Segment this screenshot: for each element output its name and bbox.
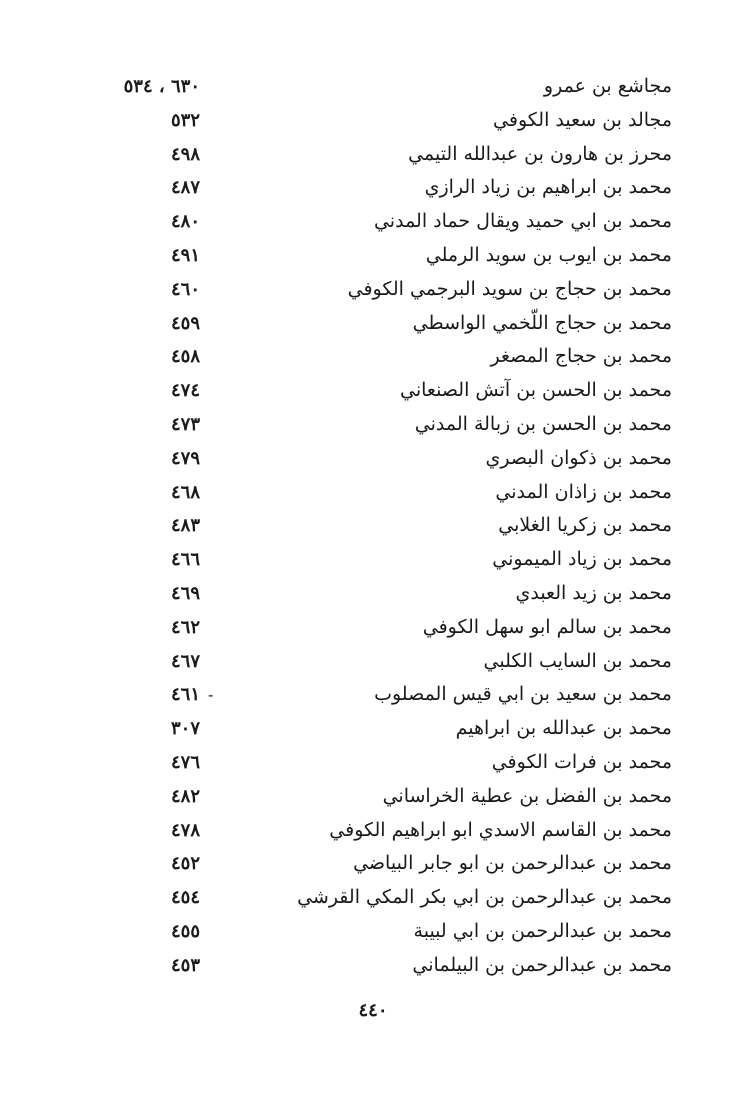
entry-name: مجالد بن سعيد الكوفي	[493, 108, 672, 131]
index-row	[100, 881, 672, 915]
entry-name: محمد بن السايب الكلبي	[483, 649, 672, 672]
entry-name: محمد بن زياد الميموني	[492, 548, 672, 571]
index-row	[100, 746, 672, 780]
entry-name: محمد بن حجاج اللّخمي الواسطي	[412, 311, 672, 334]
entry-name: محمد بن القاسم الاسدي ابو ابراهيم الكوفي	[329, 818, 672, 841]
index-row	[100, 611, 672, 645]
entry-page-ref: ٤٦٦	[170, 549, 200, 571]
entry-page-ref: ٤٦٧	[170, 650, 200, 672]
entry-page-ref: ٤٥٩	[170, 312, 200, 334]
entry-page-ref: ٦٣٠ ، ٥٣٤	[123, 76, 200, 97]
entry-page-ref: ٤٧٤	[170, 380, 200, 402]
index-row	[100, 915, 672, 949]
entry-name: مجاشع بن عمرو	[543, 75, 672, 97]
index-row	[100, 678, 672, 712]
entry-page-ref: ٥٣٢	[170, 109, 200, 131]
entry-page-ref: ٤٦٩	[170, 582, 200, 604]
entry-name: محمد بن ذكوان البصري	[485, 446, 672, 469]
entry-page-ref: ٤٨٧	[170, 177, 200, 199]
index-row	[100, 509, 672, 543]
entry-name: محمد بن عبدالرحمن بن ابي لبيبة	[413, 919, 672, 942]
entry-name: محمد بن سعيد بن ابي قيس المصلوب	[374, 683, 672, 706]
index-list	[100, 70, 672, 983]
entry-name: محمد بن ابي حميد ويقال حماد المدني	[373, 210, 672, 233]
entry-name: محمد بن حجاج المصغر	[490, 345, 672, 368]
margin-dash-mark: -	[208, 685, 214, 705]
entry-page-ref: ٤٧٩	[170, 447, 200, 469]
entry-name: محمد بن الحسن بن آتش الصنعاني	[400, 379, 672, 402]
entry-page-ref: ٤٥٥	[170, 920, 200, 942]
index-row	[100, 712, 672, 746]
index-row	[100, 70, 672, 104]
entry-page-ref: ٤٨٠	[170, 211, 200, 233]
entry-page-ref: ٤٧٨	[170, 819, 200, 841]
index-row	[100, 205, 672, 239]
entry-page-ref: ٤٦٨	[170, 481, 200, 503]
entry-name: محمد بن زكريا الغلابي	[498, 514, 672, 537]
entry-page-ref: ٤٨٢	[170, 785, 200, 807]
entry-page-ref: ٤٨٣	[170, 515, 200, 537]
index-row	[100, 408, 672, 442]
index-row	[100, 847, 672, 881]
index-row	[100, 949, 672, 983]
index-row	[100, 814, 672, 848]
entry-name: محمد بن الفضل بن عطية الخراساني	[382, 784, 672, 807]
entry-page-ref: ٤٥٤	[170, 887, 200, 909]
entry-name: محمد بن سالم ابو سهل الكوفي	[422, 615, 672, 638]
entry-page-ref: ٤٩٨	[170, 143, 200, 165]
entry-name: محمد بن ابراهيم بن زياد الرازي	[424, 176, 672, 199]
entry-name: محمد بن ايوب بن سويد الرملي	[425, 243, 672, 266]
entry-page-ref: ٤٥٢	[170, 853, 200, 875]
index-row	[100, 104, 672, 138]
index-row	[100, 239, 672, 273]
entry-name: محمد بن الحسن بن زبالة المدني	[414, 412, 672, 435]
entry-page-ref: ٤٥٨	[170, 346, 200, 368]
index-row	[100, 340, 672, 374]
index-row	[100, 577, 672, 611]
entry-page-ref: ٤٦١	[170, 684, 200, 706]
entry-page-ref: ٣٠٧	[170, 718, 200, 740]
index-row	[100, 273, 672, 307]
index-row	[100, 543, 672, 577]
entry-page-ref: ٤٦٠	[170, 278, 200, 300]
entry-name: محمد بن زاذان المدني	[495, 480, 672, 503]
entry-name: محمد بن عبدالرحمن بن البيلماني	[412, 953, 672, 976]
index-row	[100, 171, 672, 205]
page-number: ٤٤٠	[358, 1000, 388, 1021]
entry-page-ref: ٤٧٣	[170, 413, 200, 435]
entry-page-ref: ٤٩١	[170, 244, 200, 266]
index-row	[100, 374, 672, 408]
entry-name: محمد بن عبدالرحمن بن ابي بكر المكي القرشي	[297, 886, 672, 909]
index-row	[100, 307, 672, 341]
entry-page-ref: ٤٧٦	[170, 751, 200, 773]
index-row	[100, 476, 672, 510]
entry-name: محمد بن فرات الكوفي	[491, 750, 672, 773]
entry-page-ref: ٤٥٣	[170, 954, 200, 976]
entry-name: محمد بن زيد العبدي	[515, 581, 672, 604]
index-row	[100, 645, 672, 679]
entry-name: محرز بن هارون بن عبدالله التيمي	[408, 142, 672, 165]
entry-name: محمد بن حجاج بن سويد البرجمي الكوفي	[347, 277, 672, 300]
index-row	[100, 138, 672, 172]
entry-name: محمد بن عبدالرحمن بن ابو جابر البياضي	[353, 852, 672, 875]
index-row	[100, 780, 672, 814]
entry-name: محمد بن عبدالله بن ابراهيم	[455, 717, 672, 740]
index-row	[100, 442, 672, 476]
entry-page-ref: ٤٦٢	[170, 616, 200, 638]
